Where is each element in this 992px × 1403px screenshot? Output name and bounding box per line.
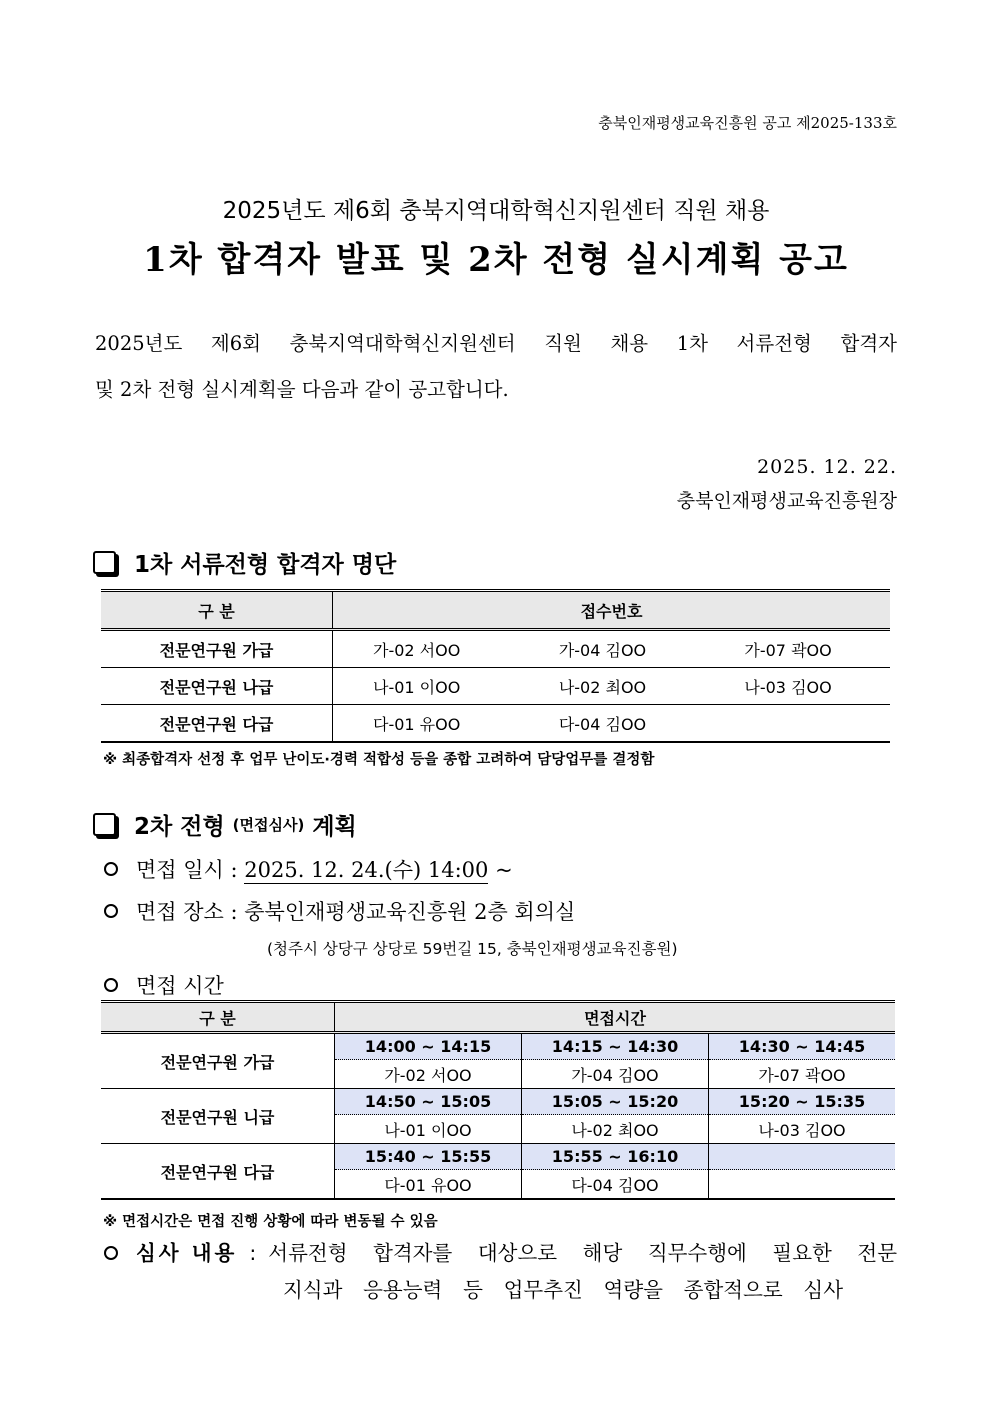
- row-category: 전문연구원 가급: [101, 1033, 335, 1089]
- entry-cell: 나-01 이OO: [373, 677, 461, 697]
- time-slot: 14:50 ~ 15:05: [335, 1089, 522, 1115]
- section1-heading: [93, 546, 396, 579]
- header-category: 구 분: [101, 1002, 335, 1033]
- table-row: [101, 630, 890, 668]
- review-line-1: 서류전형 합격자를 대상으로 해당 직무수행에 필요한 전문: [268, 1241, 897, 1265]
- entry-cell: 나-02 최OO: [558, 677, 647, 697]
- candidate-cell: 가-04 김OO: [522, 1060, 709, 1089]
- review-colon: :: [249, 1241, 257, 1265]
- circle-bullet-icon: [104, 1246, 118, 1260]
- title-line-1: 2025년도 제6회 충북지역대학혁신지원센터 직원 채용: [222, 198, 770, 224]
- intro-line-2: 및 2차 전형 실시계획을 다음과 같이 공고합니다.: [95, 378, 509, 401]
- candidate-cell: 다-01 유OO: [335, 1170, 522, 1200]
- interview-date-label: 면접 일시 :: [136, 858, 238, 882]
- time-slot: 15:40 ~ 15:55: [335, 1144, 522, 1170]
- section1-heading-text: 1차 서류전형 합격자 명단: [134, 552, 397, 578]
- interview-place-line: [104, 896, 575, 926]
- candidate-cell: [709, 1170, 896, 1200]
- interview-time-label: 면접 시간: [136, 974, 224, 998]
- circle-bullet-icon: [104, 904, 118, 918]
- interview-time-line: [104, 970, 224, 1000]
- section2-heading: [93, 808, 357, 841]
- review-line-2: 지식과 응용능력 등 업무추진 역량을 종합적으로 심사: [283, 1278, 843, 1302]
- entry-cell: 나-03 김OO: [744, 677, 832, 697]
- time-slot: 14:30 ~ 14:45: [709, 1033, 896, 1060]
- checkbox-icon: [93, 813, 116, 836]
- time-slot: 15:55 ~ 16:10: [522, 1144, 709, 1170]
- title-line-2: 1차 합격자 발표 및 2차 전형 실시계획 공고: [143, 240, 849, 280]
- header-application-number: 접수번호: [333, 591, 891, 630]
- checkbox-icon: [93, 551, 116, 574]
- interview-date-tail: ~: [495, 858, 513, 882]
- entry-cell: 가-02 서OO: [373, 640, 461, 660]
- interview-date-value: 2025. 12. 24.(수) 14:00: [244, 858, 489, 882]
- interview-schedule-table: [101, 1000, 895, 1200]
- entry-cell: 다-01 유OO: [373, 714, 461, 734]
- entry-cell: 가-07 곽OO: [744, 640, 832, 660]
- time-slot: [709, 1144, 896, 1170]
- candidate-cell: 나-01 이OO: [335, 1115, 522, 1144]
- section1-note: ※ 최종합격자 선정 후 업무 난이도·경력 적합성 등을 종합 고려하여 담당업무를 결정함: [103, 752, 655, 768]
- candidate-cell: 다-04 김OO: [522, 1170, 709, 1200]
- section2-time-note: ※ 면접시간은 면접 진행 상황에 따라 변동될 수 있음: [103, 1214, 438, 1230]
- circle-bullet-icon: [104, 862, 118, 876]
- passers-table: [101, 589, 890, 743]
- candidate-cell: 가-02 서OO: [335, 1060, 522, 1089]
- review-content-line: [104, 1236, 897, 1266]
- notice-number: 충북인재평생교육진흥원 공고 제2025-133호: [598, 114, 897, 132]
- review-label: 심사 내용: [136, 1241, 238, 1265]
- notice-date: 2025. 12. 22.: [757, 456, 897, 478]
- time-slot: 14:00 ~ 14:15: [335, 1033, 522, 1060]
- interview-date-line: [104, 854, 513, 884]
- interview-place-value: 충북인재평생교육진흥원 2층 회의실: [244, 900, 576, 924]
- time-slot: 15:05 ~ 15:20: [522, 1089, 709, 1115]
- time-row: [101, 1144, 895, 1170]
- time-slot: 14:15 ~ 14:30: [522, 1033, 709, 1060]
- row-category: 전문연구원 가급: [101, 630, 333, 668]
- issuer: 충북인재평생교육진흥원장: [676, 490, 897, 512]
- row-category: 전문연구원 다급: [101, 1144, 335, 1200]
- section2-heading-sub: (면접심사): [232, 816, 305, 834]
- candidate-cell: 나-03 김OO: [709, 1115, 896, 1144]
- candidate-cell: 나-02 최OO: [522, 1115, 709, 1144]
- table-row: [101, 705, 890, 743]
- entry-cell: 가-04 김OO: [558, 640, 647, 660]
- header-category: 구 분: [101, 591, 333, 630]
- section2-heading-tail: 계획: [312, 814, 357, 840]
- time-row: [101, 1089, 895, 1115]
- entry-cell: 다-04 김OO: [558, 714, 647, 734]
- row-category: 전문연구원 니급: [101, 1089, 335, 1144]
- row-category: 전문연구원 다급: [101, 705, 333, 743]
- header-interview-time: 면접시간: [335, 1002, 896, 1033]
- candidate-cell: 가-07 곽OO: [709, 1060, 896, 1089]
- interview-address: (청주시 상당구 상당로 59번길 15, 충북인재평생교육진흥원): [267, 940, 678, 958]
- time-row: [101, 1033, 895, 1060]
- section2-heading-text: 2차 전형: [134, 814, 225, 840]
- row-category: 전문연구원 나급: [101, 668, 333, 705]
- interview-place-label: 면접 장소 :: [136, 900, 238, 924]
- intro-line-1: 2025년도 제6회 충북지역대학혁신지원센터 직원 채용 1차 서류전형 합격자: [95, 332, 897, 355]
- time-slot: 15:20 ~ 15:35: [709, 1089, 896, 1115]
- table-row: [101, 668, 890, 705]
- circle-bullet-icon: [104, 978, 118, 992]
- entry-cell: [704, 705, 890, 743]
